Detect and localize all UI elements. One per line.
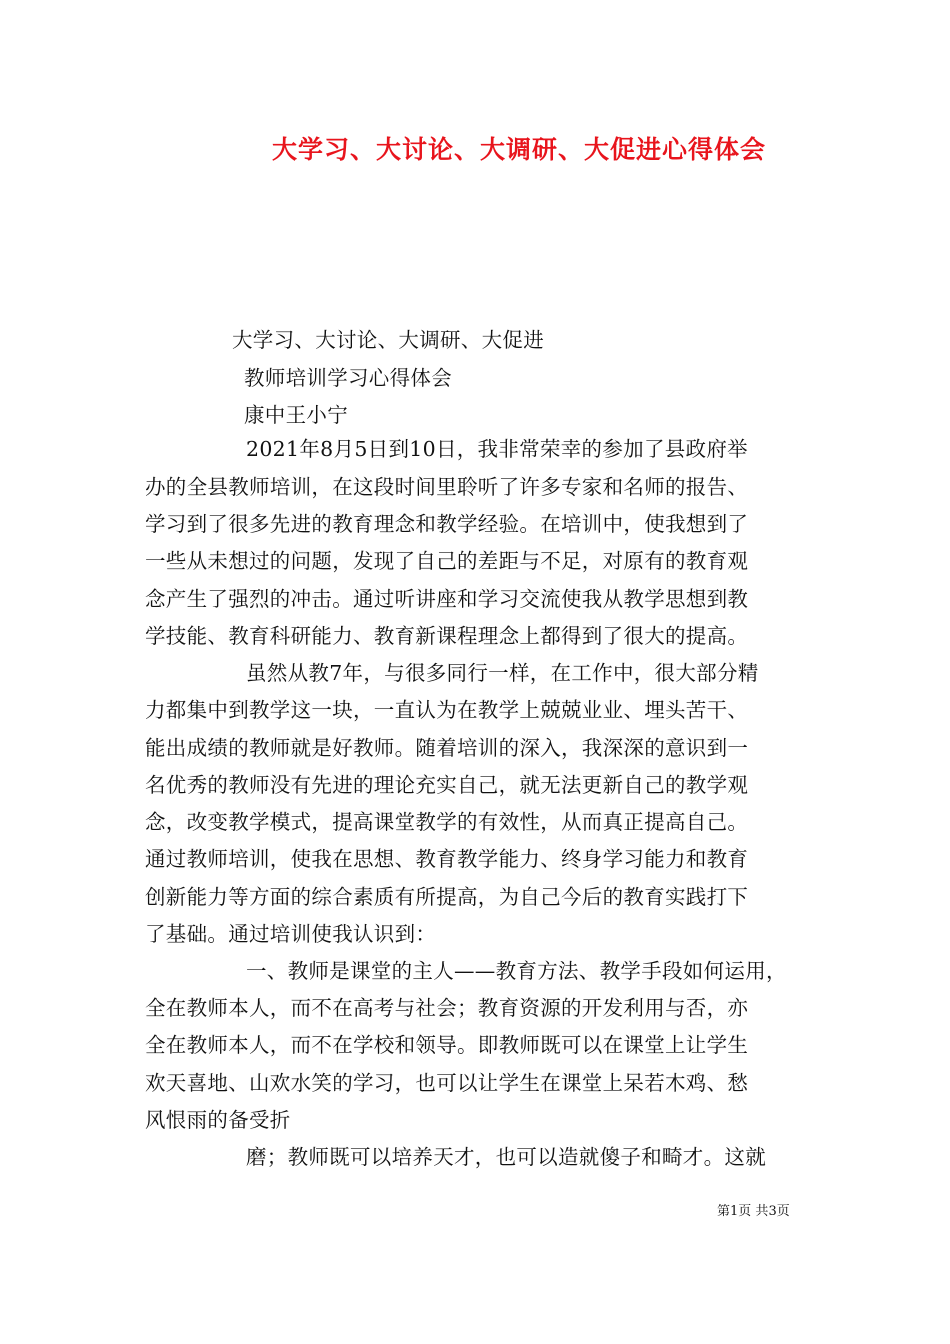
subtitle-line: 教师培训学习心得体会	[244, 366, 452, 390]
paragraph-line: 一些从未想过的问题，发现了自己的差距与不足，对原有的教育观	[145, 549, 749, 573]
footer-current-page: 1	[730, 1204, 739, 1219]
paragraph-line: 虽然从教7年，与很多同行一样，在工作中，很大部分精	[246, 661, 759, 685]
paragraph-line: 风恨雨的备受折	[145, 1108, 291, 1132]
paragraph-line: 通过教师培训，使我在思想、教育教学能力、终身学习能力和教育	[145, 847, 749, 871]
footer-suffix: 页	[776, 1204, 790, 1219]
paragraph-line: 2021年8月5日到10日，我非常荣幸的参加了县政府举	[246, 437, 748, 461]
paragraph-line: 了基础。通过培训使我认识到：	[145, 922, 437, 946]
page-footer	[717, 1203, 790, 1221]
author-line: 康中王小宁	[244, 403, 348, 427]
paragraph-line: 念产生了强烈的冲击。通过听讲座和学习交流使我从教学思想到教	[145, 587, 749, 611]
paragraph-line: 磨；教师既可以培养天才，也可以造就傻子和畸才。这就	[246, 1145, 766, 1169]
footer-total-pages: 3	[768, 1204, 777, 1219]
subtitle-line: 大学习、大讨论、大调研、大促进	[232, 328, 544, 352]
paragraph-line: 学技能、教育科研能力、教育新课程理念上都得到了很大的提高。	[145, 624, 749, 648]
paragraph-line: 创新能力等方面的综合素质有所提高，为自己今后的教育实践打下	[145, 885, 749, 909]
footer-prefix: 第	[717, 1204, 731, 1219]
footer-middle: 页 共	[738, 1204, 769, 1219]
paragraph-line: 念，改变教学模式，提高课堂教学的有效性，从而真正提高自己。	[145, 810, 749, 834]
paragraph-line: 全在教师本人，而不在高考与社会；教育资源的开发利用与否，亦	[145, 996, 749, 1020]
paragraph-line: 一、教师是课堂的主人——教育方法、教学手段如何运用，	[246, 959, 787, 983]
paragraph-line: 学习到了很多先进的教育理念和教学经验。在培训中，使我想到了	[145, 512, 749, 536]
page-title: 大学习、大讨论、大调研、大促进心得体会	[271, 135, 766, 164]
paragraph-line: 欢天喜地、山欢水笑的学习，也可以让学生在课堂上呆若木鸡、愁	[145, 1071, 749, 1095]
paragraph-line: 全在教师本人，而不在学校和领导。即教师既可以在课堂上让学生	[145, 1033, 749, 1057]
paragraph-line: 名优秀的教师没有先进的理论充实自己，就无法更新自己的教学观	[145, 773, 749, 797]
paragraph-line: 办的全县教师培训，在这段时间里聆听了许多专家和名师的报告、	[145, 475, 749, 499]
paragraph-line: 能出成绩的教师就是好教师。随着培训的深入，我深深的意识到一	[145, 736, 749, 760]
paragraph-line: 力都集中到教学这一块，一直认为在教学上兢兢业业、埋头苦干、	[145, 698, 749, 722]
